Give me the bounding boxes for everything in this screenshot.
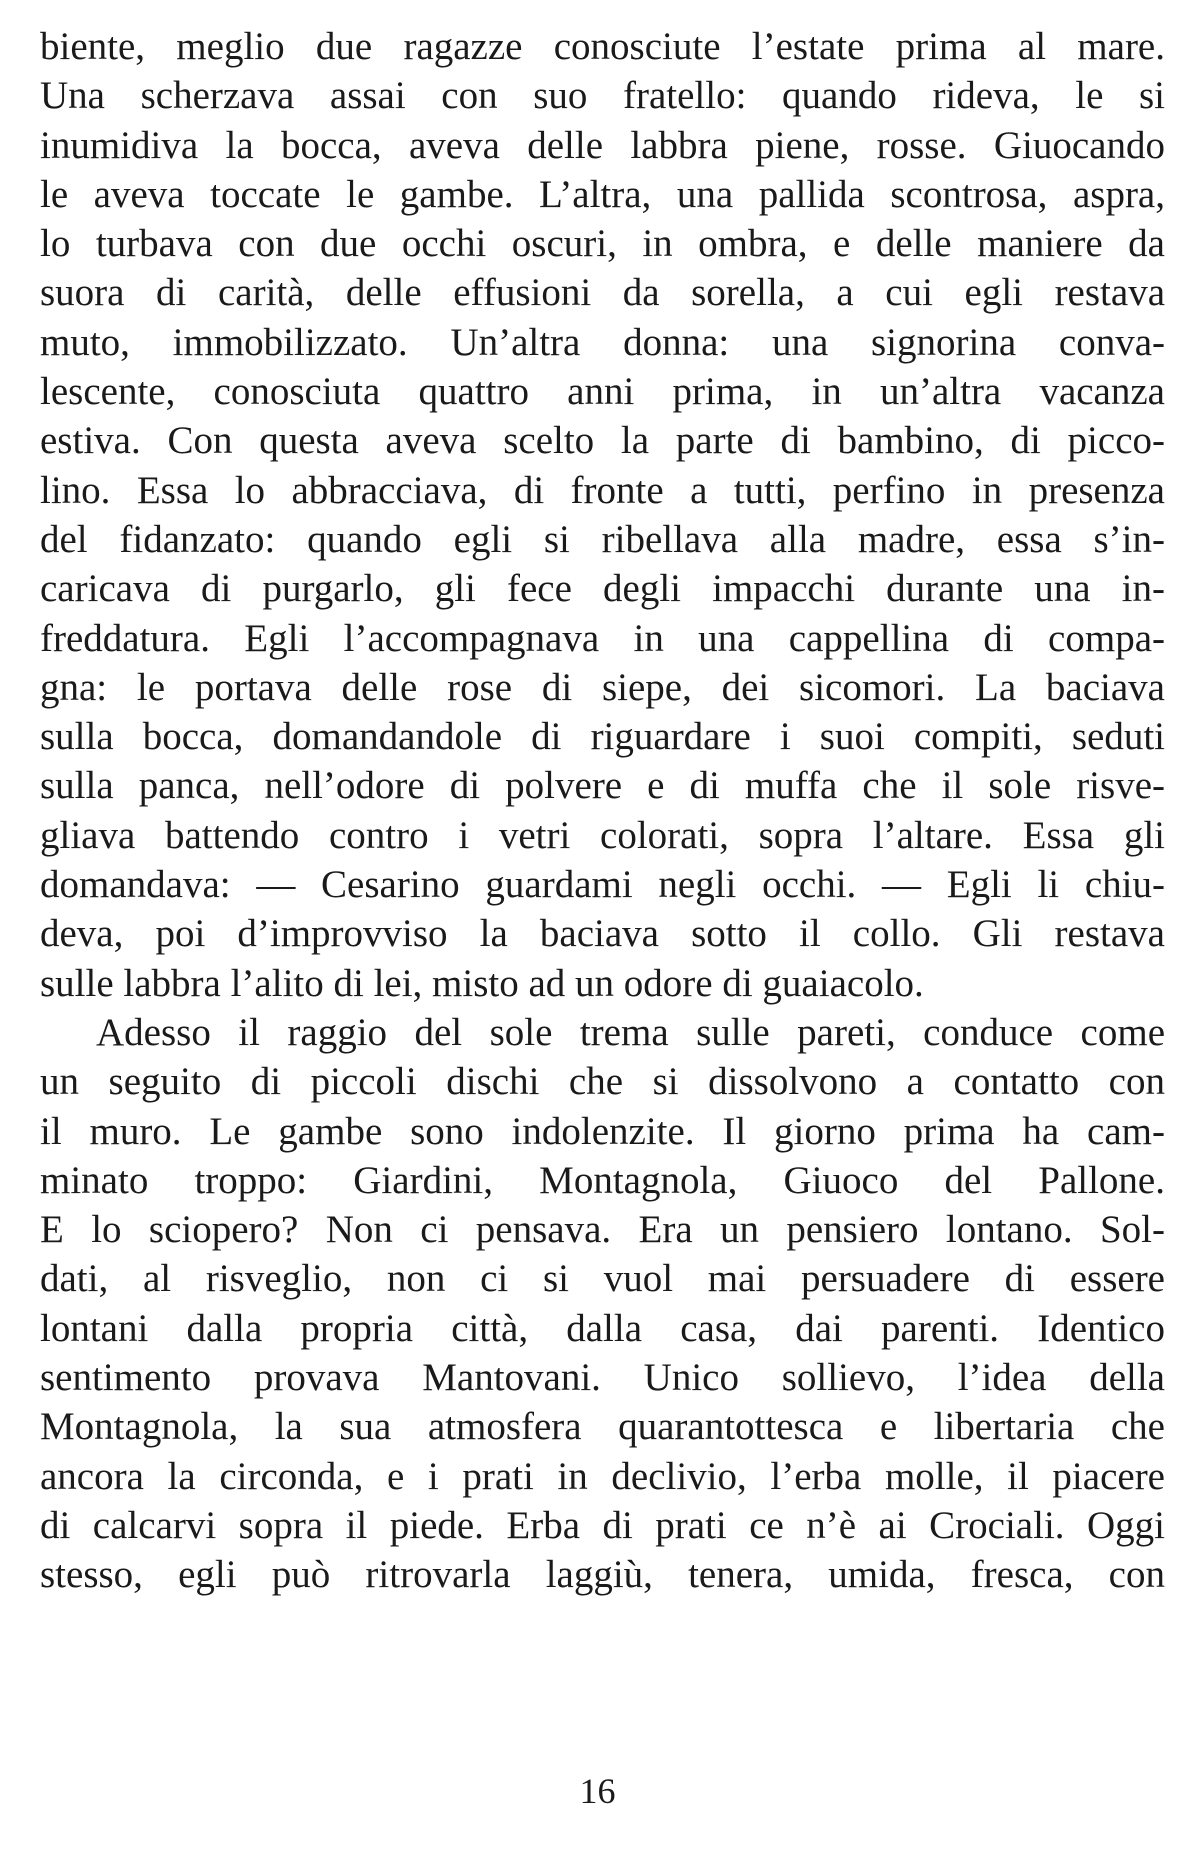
body-text [40,22,1165,1600]
text-line: caricava di purgarlo, gli fece degli impacchi durante una in- [40,567,1165,611]
text-line: del fidanzato: quando egli si ribellava alla madre, essa s’in- [40,517,1165,561]
text-line: sulla bocca, domandandole di riguardare i suoi compiti, seduti [40,715,1165,759]
text-line: sulle labbra l’alito di lei, misto ad un odore di guaiacolo. [40,961,924,1005]
text-line: deva, poi d’improvviso la baciava sotto il collo. Gli restava [40,912,1165,956]
text-line: dati, al risveglio, non ci si vuol mai persuadere di essere [40,1257,1165,1301]
text-line: Una scherzava assai con suo fratello: quando rideva, le si [40,74,1165,118]
text-line: lescente, conosciuta quattro anni prima, in un’altra vacanza [40,370,1165,414]
paragraph-2 [40,1008,1165,1600]
text-line: sentimento provava Mantovani. Unico sollievo, l’idea della [40,1356,1165,1400]
text-line: E lo sciopero? Non ci pensava. Era un pensiero lontano. Sol- [40,1208,1165,1252]
text-line: lontani dalla propria città, dalla casa, dai parenti. Identico [40,1306,1165,1350]
text-line: stesso, egli può ritrovarla laggiù, tenera, umida, fresca, con [40,1553,1165,1597]
text-line: lino. Essa lo abbracciava, di fronte a tutti, perfino in presenza [40,468,1165,512]
text-line: il muro. Le gambe sono indolenzite. Il giorno prima ha cam- [40,1109,1165,1153]
text-line: un seguito di piccoli dischi che si dissolvono a contatto con [40,1060,1165,1104]
text-line: Montagnola, la sua atmosfera quarantottesca e libertaria che [40,1405,1165,1449]
paragraph-1 [40,22,1165,1008]
text-line: di calcarvi sopra il piede. Erba di prati ce n’è ai Crociali. Oggi [40,1503,1165,1547]
text-line: gna: le portava delle rose di siepe, dei sicomori. La baciava [40,665,1165,709]
text-line: ancora la circonda, e i prati in declivio, l’erba molle, il piacere [40,1454,1165,1498]
text-line: lo turbava con due occhi oscuri, in ombra, e delle maniere da [40,222,1165,266]
text-line: estiva. Con questa aveva scelto la parte di bambino, di picco- [40,419,1165,463]
text-line: biente, meglio due ragazze conosciute l’estate prima al mare. [40,25,1165,68]
text-line: domandava: — Cesarino guardami negli occhi. — Egli li chiu- [40,863,1165,907]
text-line: gliava battendo contro i vetri colorati, sopra l’altare. Essa gli [40,813,1165,857]
page-number: 16 [579,1771,616,1811]
text-line: suora di carità, delle effusioni da sorella, a cui egli restava [40,271,1165,315]
text-line: sulla panca, nell’odore di polvere e di muffa che il sole risve- [40,764,1165,808]
text-line: minato troppo: Giardini, Montagnola, Giuoco del Pallone. [40,1158,1165,1202]
text-line: muto, immobilizzato. Un’altra donna: una signorina conva- [40,320,1165,364]
text-line: le aveva toccate le gambe. L’altra, una pallida scontrosa, aspra, [40,172,1165,216]
text-line: inumidiva la bocca, aveva delle labbra piene, rosse. Giuocando [40,123,1165,167]
text-line: Adesso il raggio del sole trema sulle pareti, conduce come [96,1010,1165,1054]
text-line: freddatura. Egli l’accompagnava in una cappellina di compa- [40,616,1165,660]
